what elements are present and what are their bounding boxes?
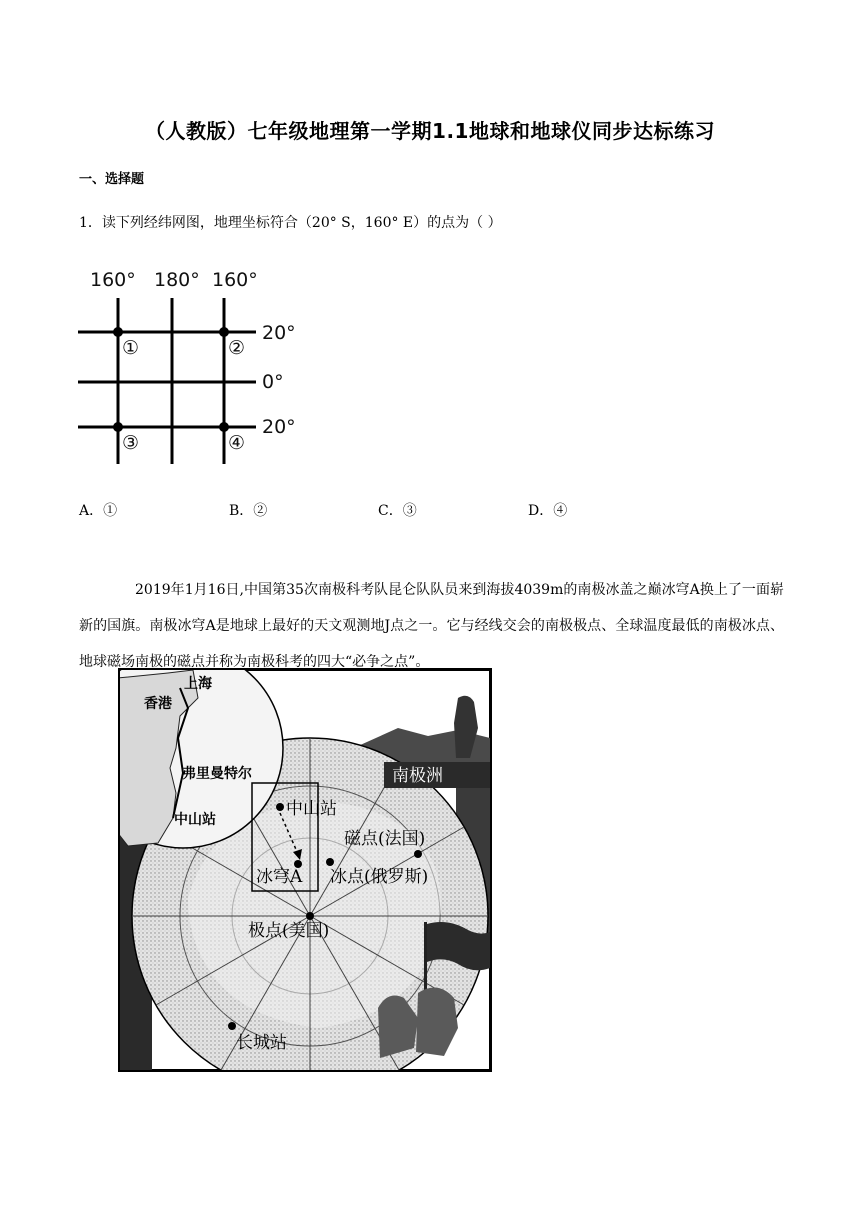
section-heading: 一、选择题: [79, 172, 145, 187]
label-shanghai: 上海: [184, 676, 212, 692]
label-zhongshan-globe: 中山站: [174, 812, 216, 828]
explorer-figures: [378, 988, 458, 1058]
graticule-figure: [74, 262, 314, 472]
label-dome-a: 冰穹A: [256, 867, 303, 887]
point-label-4: ④: [228, 432, 246, 454]
option-a-text: ①: [103, 503, 118, 519]
grid-point-3: [113, 422, 123, 432]
cold-pole-point: [326, 858, 334, 866]
great-wall-point: [228, 1022, 236, 1030]
option-c-letter: C．: [378, 503, 403, 519]
label-magnetic-pole: 磁点(法国): [344, 829, 426, 849]
option-a-letter: A．: [79, 503, 104, 519]
option-b-text: ②: [253, 503, 268, 519]
option-d[interactable]: [528, 500, 567, 520]
longitude-label-3: 160°: [212, 269, 258, 291]
label-fremantle: 弗里曼特尔: [182, 766, 252, 782]
option-d-letter: D．: [528, 503, 554, 519]
reading-passage: 2019年1月16日,中国第35次南极科考队昆仑队队员来到海拔4039m的南极冰盖之巅冰穹A换上了一面崭新的国旗。南极冰穹A是地球上最好的天文观测地J点之一。它与经线交会的南极极点、全球温度最低的南极冰点、地球磁场南极的磁点并称为南极科考的四大“必争之点”。: [79, 582, 784, 670]
option-a[interactable]: [79, 500, 117, 520]
label-cold-pole: 冰点(俄罗斯): [330, 867, 429, 887]
grid-point-2: [219, 327, 229, 337]
grid-point-4: [219, 422, 229, 432]
option-c-text: ③: [402, 503, 417, 519]
point-label-3: ③: [122, 432, 140, 454]
magnetic-pole-point: [414, 850, 422, 858]
latitude-label-2: 0°: [262, 371, 284, 393]
point-label-2: ②: [228, 337, 246, 359]
longitude-label-2: 180°: [154, 269, 200, 291]
option-c[interactable]: [378, 500, 417, 520]
latitude-label-1: 20°: [262, 322, 296, 344]
page-title: （人教版）七年级地理第一学期1.1地球和地球仪同步达标练习: [145, 119, 715, 143]
south-pole-point: [306, 912, 314, 920]
option-b-letter: B．: [229, 503, 254, 519]
grid-point-1: [113, 327, 123, 337]
zhongshan-point: [276, 803, 284, 811]
question-1-stem: 1．读下列经纬网图，地理坐标符合（20° S，160° E）的点为（ ）: [79, 215, 502, 231]
label-antarctica: 南极洲: [392, 766, 443, 786]
antarctica-map: [118, 668, 492, 1072]
label-zhongshan: 中山站: [286, 799, 337, 819]
option-d-text: ④: [553, 503, 568, 519]
label-great-wall: 长城站: [236, 1033, 287, 1053]
label-south-pole: 极点(美国): [248, 921, 330, 941]
point-label-1: ①: [122, 337, 140, 359]
label-hongkong: 香港: [144, 696, 172, 712]
longitude-label-1: 160°: [90, 269, 136, 291]
latitude-label-3: 20°: [262, 416, 296, 438]
option-b[interactable]: [229, 500, 267, 520]
